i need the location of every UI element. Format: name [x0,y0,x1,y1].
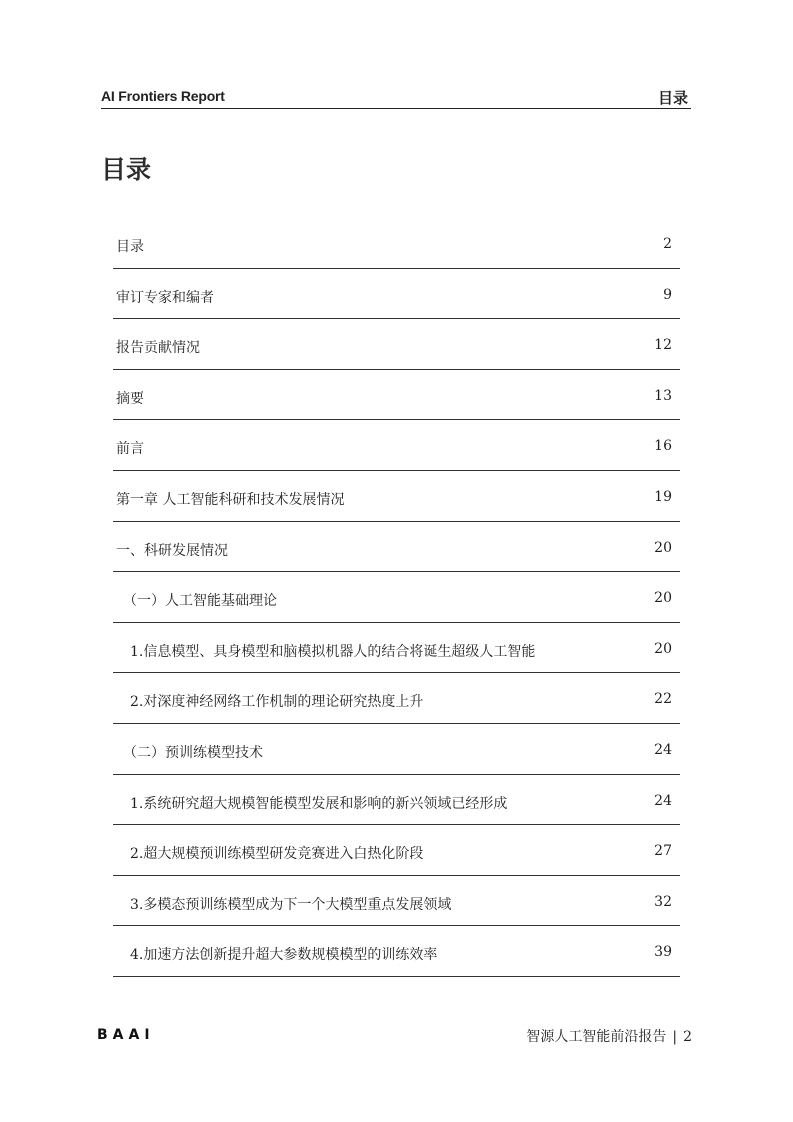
toc-entry-title[interactable]: 报告贡献情况 [116,340,200,357]
toc-entry[interactable] [113,269,680,320]
toc-entry-page: 24 [654,792,672,809]
toc-entry-title[interactable]: 1.信息模型、具身模型和脑模拟机器人的结合将诞生超级人工智能 [130,643,536,660]
toc-entry-title[interactable]: 2.对深度神经网络工作机制的理论研究热度上升 [130,694,424,711]
toc-entry-page: 13 [654,387,672,404]
toc-entry-page: 32 [654,893,672,910]
toc-entry-page: 27 [654,843,672,860]
toc-entry-page: 9 [663,286,672,303]
toc-entry-title[interactable]: 3.多模态预训练模型成为下一个大模型重点发展领域 [130,896,452,913]
toc-entry[interactable] [113,370,680,421]
toc-entry[interactable] [113,926,680,977]
footer-page-number: 2 [683,1029,692,1045]
toc-entry-title[interactable]: 2.超大规模预训练模型研发竞赛进入白热化阶段 [130,846,424,863]
toc-entry-page: 39 [654,944,672,961]
toc-entry[interactable] [113,724,680,775]
page-footer [526,1026,692,1046]
toc-entry-page: 2 [663,236,672,252]
toc-entry-title[interactable]: 第一章 人工智能科研和技术发展情况 [116,491,345,508]
page-title: 目录 [101,155,152,184]
footer-separator: | [672,1029,678,1045]
toc-entry-page: 20 [654,640,672,657]
toc-entry-page: 12 [654,337,672,354]
baai-logo: BAAI [97,1027,155,1043]
table-of-contents [113,218,680,977]
toc-entry-page: 20 [654,590,672,607]
toc-entry[interactable] [113,673,680,724]
toc-entry-title[interactable]: 一、科研发展情况 [116,542,228,559]
toc-entry-title[interactable]: 审订专家和编者 [116,289,214,306]
toc-entry[interactable] [113,623,680,674]
toc-entry-page: 19 [654,488,672,505]
header-section-title: 目录 [657,89,688,107]
toc-entry[interactable] [113,876,680,927]
toc-entry-title[interactable]: 目录 [116,239,144,255]
toc-entry[interactable] [113,420,680,471]
toc-entry[interactable] [113,825,680,876]
toc-entry-title[interactable]: （一）人工智能基础理论 [123,593,277,610]
running-header [101,86,691,109]
toc-entry-page: 24 [654,741,672,758]
toc-entry-page: 20 [654,539,672,556]
footer-report-name: 智源人工智能前沿报告 [526,1029,667,1045]
toc-entry-page: 16 [654,438,672,455]
toc-entry[interactable] [113,471,680,522]
toc-entry[interactable] [113,572,680,623]
toc-entry[interactable] [113,522,680,573]
toc-entry-title[interactable]: 4.加速方法创新提升超大参数规模模型的训练效率 [130,947,438,964]
toc-entry[interactable] [113,218,680,269]
toc-entry-title[interactable]: （二）预训练模型技术 [123,744,263,761]
toc-entry-title[interactable]: 1.系统研究超大规模智能模型发展和影响的新兴领域已经形成 [130,795,508,812]
toc-entry[interactable] [113,775,680,826]
header-report-title: AI Frontiers Report [101,88,225,104]
toc-entry-page: 22 [654,691,672,708]
toc-entry-title[interactable]: 前言 [116,441,144,458]
toc-entry-title[interactable]: 摘要 [116,390,144,407]
toc-entry[interactable] [113,319,680,370]
